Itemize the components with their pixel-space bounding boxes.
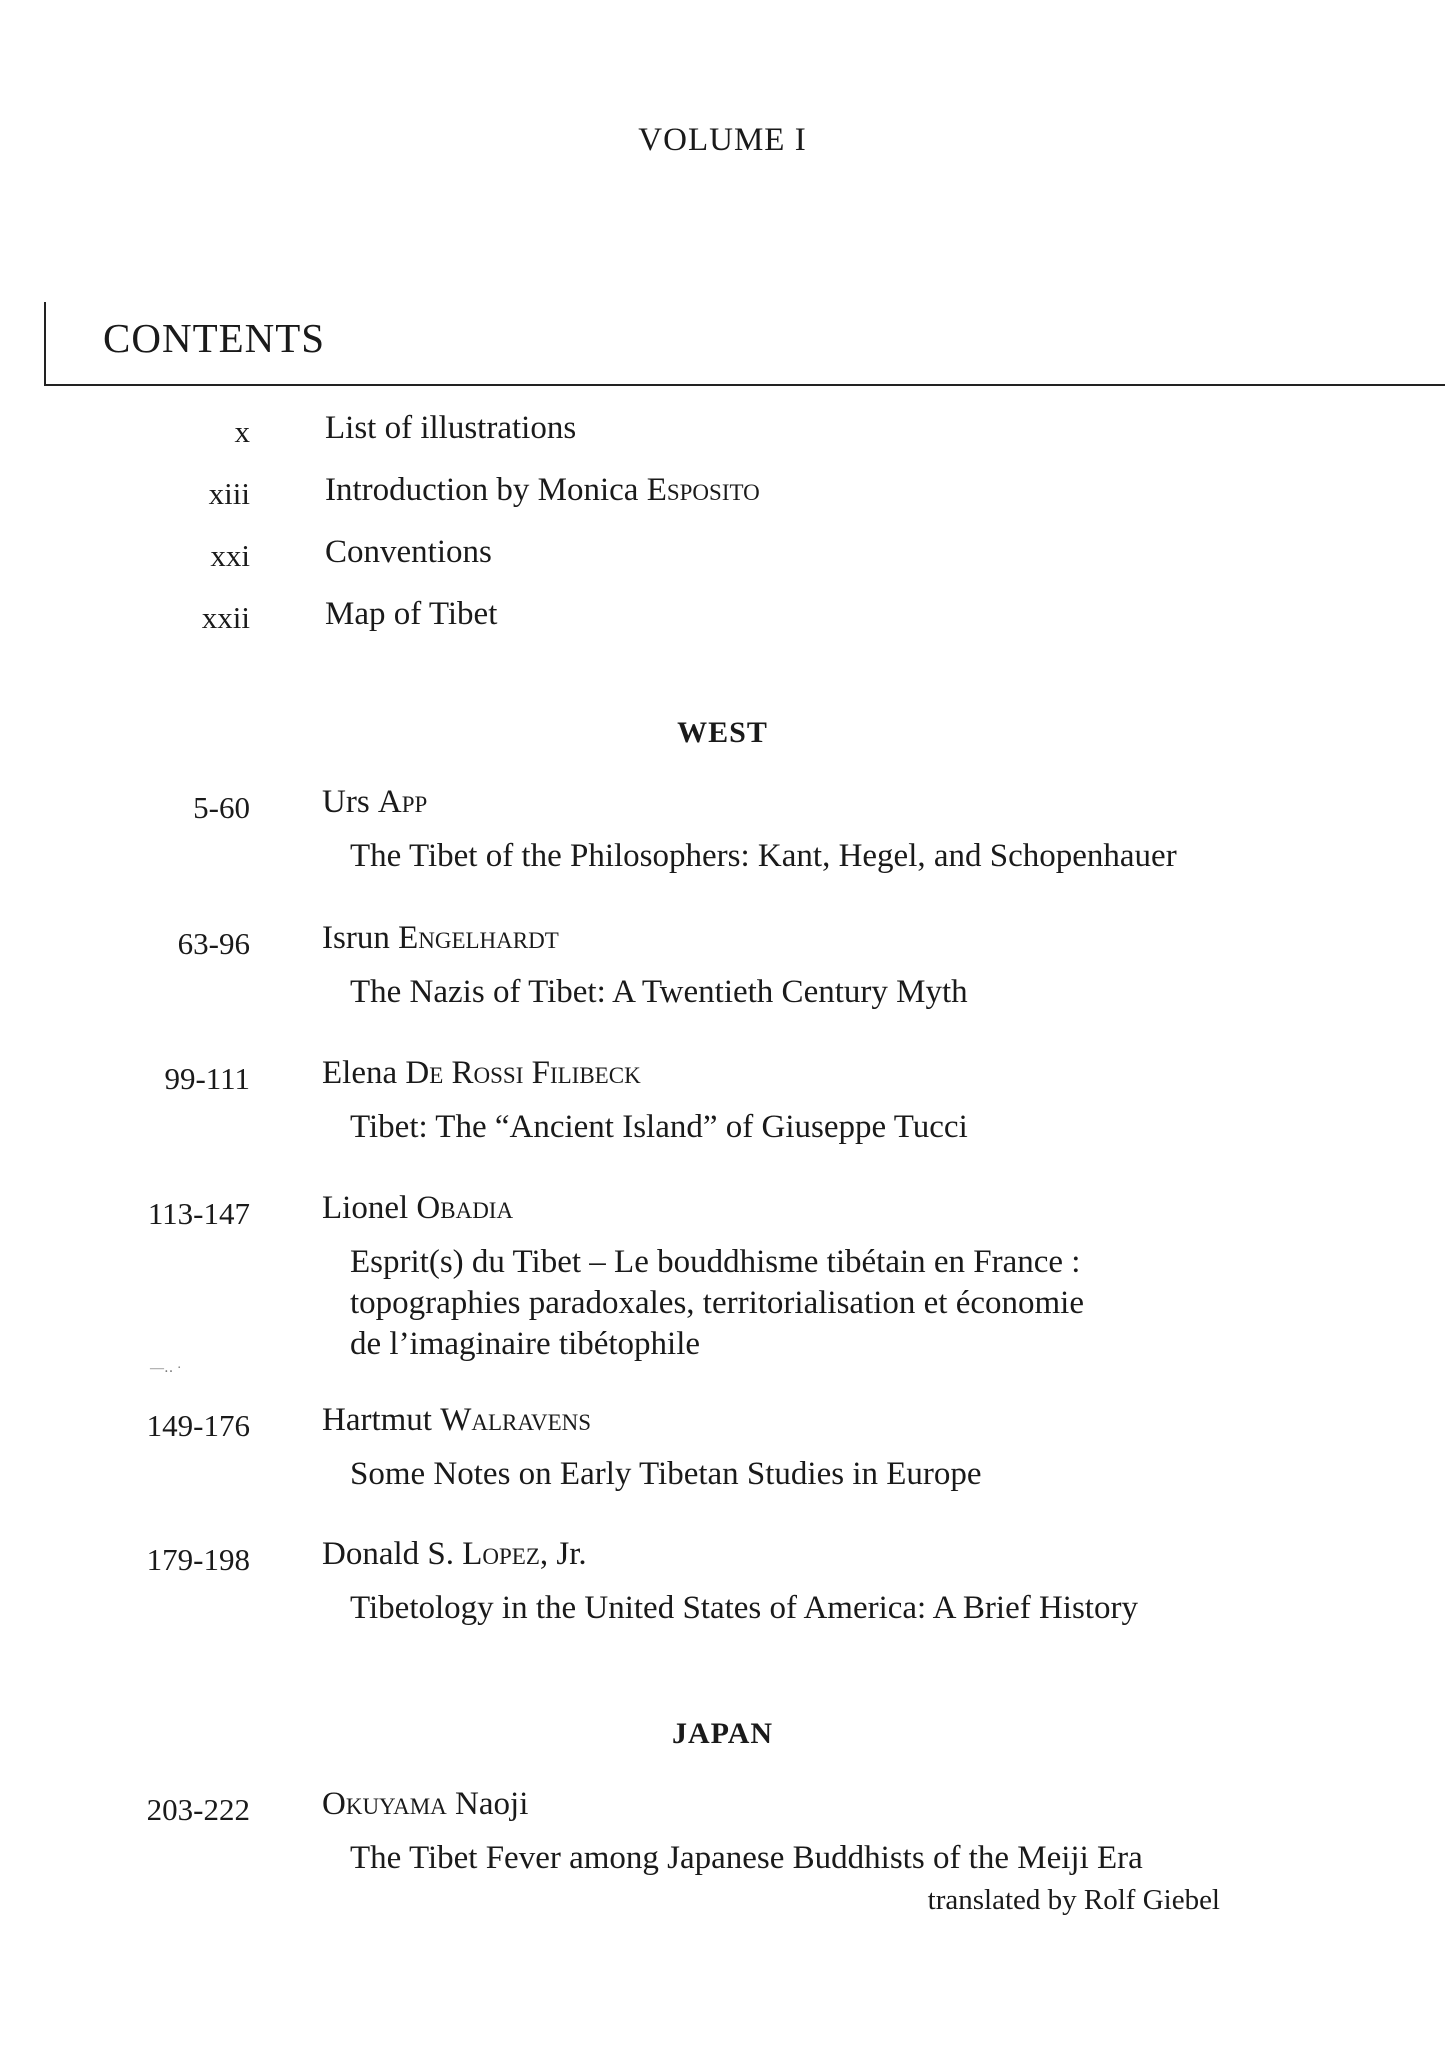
fm-introduction-label: Introduction by Monica [325,472,647,508]
article-pages: 149-176 [146,1408,250,1443]
author-last-name: De Rossi Filibeck [405,1055,641,1091]
author-last-name: App [377,784,428,820]
article-title [350,972,968,1013]
author-suffix: , Jr. [539,1536,587,1572]
author-first-name: Isrun [322,920,399,956]
volume-header: VOLUME I [638,122,807,158]
article-author [322,1786,528,1823]
section-heading-japan: JAPAN [671,1717,774,1750]
article-pages: 113-147 [147,1196,250,1231]
article-translator: translated by Rolf Giebel [927,1884,1220,1916]
article-author [322,1402,591,1439]
article-pages: 179-198 [146,1542,250,1577]
fm-title-list-of-illustrations[interactable]: List of illustrations [325,410,577,446]
fm-introduction-author: Esposito [646,472,760,508]
contents-rule-vertical [44,302,46,386]
author-first-name: Donald S. [322,1536,463,1572]
author-suffix: Naoji [446,1786,529,1822]
author-first-name: Urs [322,784,378,820]
author-first-name: Hartmut [322,1402,441,1438]
article-author [322,784,427,821]
article-title [350,1838,1143,1879]
section-heading-west: WEST [677,716,768,749]
article-pages: 99-111 [164,1061,250,1096]
article-title [350,1242,1084,1365]
contents-rule-horizontal [44,384,1445,386]
article-author [322,1536,587,1573]
article-pages: 63-96 [177,926,250,961]
fm-page-list-of-illustrations: x [234,414,250,449]
article-title-line: Tibetology in the United States of America: A Brief History [350,1590,1138,1626]
contents-title: CONTENTS [103,315,326,361]
article-title [350,1454,982,1495]
article-author [322,920,559,957]
article-title [350,1107,968,1148]
fm-page-conventions: xxi [210,538,250,573]
author-last-name: Obadia [416,1190,514,1226]
author-last-name: Lopez [462,1536,540,1572]
article-title-line: Some Notes on Early Tibetan Studies in Europe [350,1456,982,1492]
article-author [322,1190,513,1227]
article-pages: 5-60 [193,790,250,825]
fm-page-introduction: xiii [208,476,250,511]
article-title-line: topographies paradoxales, territorialisation et économie [350,1285,1084,1321]
fm-title-introduction[interactable] [325,472,760,509]
author-first-name: Lionel [322,1190,417,1226]
article-title-line: de l’imaginaire tibétophile [350,1326,701,1362]
article-title-line: The Tibet Fever among Japanese Buddhists of the Meiji Era [350,1840,1143,1876]
article-title-line: Tibet: The “Ancient Island” of Giuseppe Tucci [350,1109,968,1145]
author-last-name: Engelhardt [398,920,559,956]
fm-title-map-of-tibet[interactable]: Map of Tibet [325,596,498,632]
article-title [350,836,1177,877]
fm-title-conventions[interactable]: Conventions [325,534,492,570]
author-last-name: Walravens [440,1402,592,1438]
article-title-line: The Tibet of the Philosophers: Kant, Hegel, and Schopenhauer [350,838,1177,874]
scan-speck: —‥ · [150,1361,182,1376]
article-pages: 203-222 [146,1792,250,1827]
author-last-name: Okuyama [322,1786,447,1822]
article-title-line: The Nazis of Tibet: A Twentieth Century Myth [350,974,968,1010]
article-title-line: Esprit(s) du Tibet – Le bouddhisme tibétain en France : [350,1244,1081,1280]
article-title [350,1588,1138,1629]
fm-page-map-of-tibet: xxii [201,600,250,635]
article-author [322,1055,641,1092]
author-first-name: Elena [322,1055,406,1091]
